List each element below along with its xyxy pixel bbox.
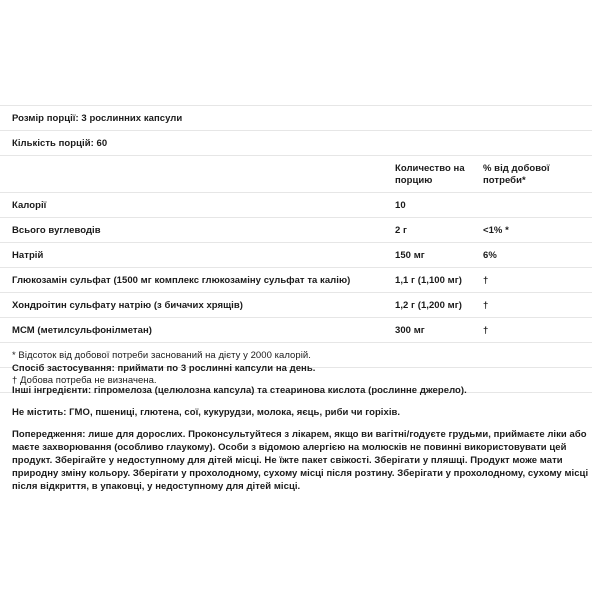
nutrient-daily-value: † bbox=[483, 324, 489, 336]
table-row bbox=[0, 243, 592, 268]
nutrient-amount: 150 мг bbox=[395, 249, 425, 261]
other-ingredients-text: Інші інгредієнти: гіпромелоза (целюлозна капсула) та стеаринова кислота (рослинне джерело). bbox=[12, 385, 467, 396]
nutrient-daily-value: † bbox=[483, 299, 489, 311]
table-row bbox=[0, 293, 592, 318]
nutrient-name: МСМ (метилсульфонілметан) bbox=[12, 324, 152, 336]
footnote-daily-value-not-established: † Добова потреба не визначена. bbox=[12, 374, 157, 386]
serving-size-row bbox=[0, 106, 592, 131]
nutrient-daily-value: <1% * bbox=[483, 224, 509, 236]
supplement-facts-table bbox=[0, 105, 592, 393]
column-header-amount-per-serving: Количество на порцию bbox=[395, 163, 465, 186]
servings-per-container-row bbox=[0, 131, 592, 156]
table-row bbox=[0, 218, 592, 243]
nutrient-name: Всього вуглеводів bbox=[12, 224, 101, 236]
nutrient-daily-value: † bbox=[483, 274, 489, 286]
directions-text: Спосіб застосування: приймати по 3 рослинні капсули на день. bbox=[12, 363, 316, 374]
serving-size-label: Розмір порції: 3 рослинних капсули bbox=[12, 112, 183, 124]
nutrient-amount: 2 г bbox=[395, 224, 408, 236]
servings-per-container-label: Кількість порцій: 60 bbox=[12, 137, 108, 149]
warning-text: Попередження: лише для дорослих. Проконсультуйтеся з лікарем, якщо ви вагітні/годуєте грудьми, приймаєте ліки або маєте захворювання (особливо глаукому). Особи з відомою алергією на молюсків не повинні використовувати цей продукт. Зберігайте у недоступному для дітей місці. Не їжте пакет свіжості. Зберігати у пляшці. Продукт може мати природну зміну кольору. Зберігати у прохолодному, сухому місці після розтину. Зберігати у прохолодному, сухому місці після відкриття, в упаковці, у недоступному для дітей місці. bbox=[12, 429, 589, 492]
table-row bbox=[0, 193, 592, 218]
nutrient-name: Хондроітин сульфату натрію (з бичачих хрящів) bbox=[12, 299, 243, 311]
nutrient-name: Глюкозамін сульфат (1500 мг комплекс глюкозаміну сульфат та калію) bbox=[12, 274, 351, 286]
table-row bbox=[0, 268, 592, 293]
column-header-daily-value: % від добової потреби* bbox=[483, 163, 550, 186]
table-header-row bbox=[0, 156, 592, 193]
nutrient-name: Натрій bbox=[12, 249, 44, 261]
nutrient-amount: 10 bbox=[395, 199, 406, 211]
nutrient-amount: 1,1 г (1,100 мг) bbox=[395, 274, 462, 286]
nutrient-amount: 300 мг bbox=[395, 324, 425, 336]
nutrient-name: Калорії bbox=[12, 199, 47, 211]
free-from-text: Не містить: ГМО, пшениці, глютена, сої, кукурудзи, молока, яєць, риби чи горіхів. bbox=[12, 407, 401, 418]
nutrient-amount: 1,2 г (1,200 мг) bbox=[395, 299, 462, 311]
nutrient-daily-value: 6% bbox=[483, 249, 497, 261]
table-row bbox=[0, 318, 592, 343]
footnote-daily-value-basis: * Відсоток від добової потреби заснований на дієту у 2000 калорій. bbox=[12, 350, 311, 361]
